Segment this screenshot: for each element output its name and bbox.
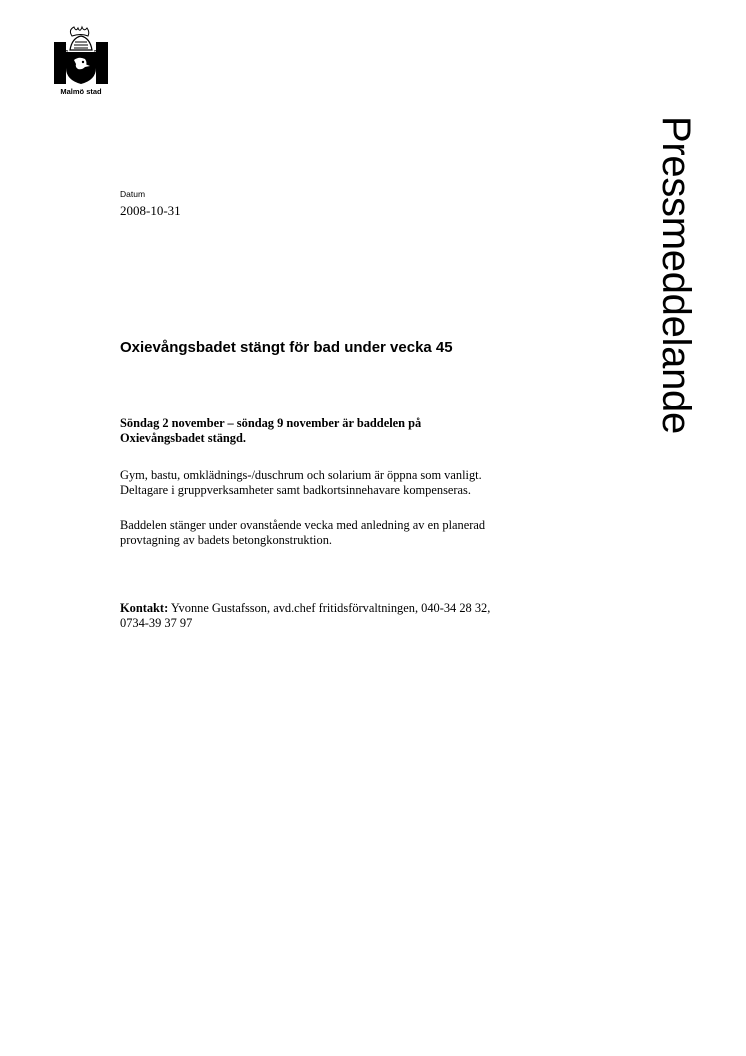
paragraph-reason-line-2: provtagning av badets betongkonstruktion. <box>120 533 332 547</box>
logo-caption: Malmö stad <box>60 87 102 96</box>
lead-paragraph <box>120 416 565 446</box>
date-value: 2008-10-31 <box>120 203 181 218</box>
contact-details: Yvonne Gustafsson, avd.chef fritidsförvaltningen, 040-34 28 32, <box>168 601 491 615</box>
contact-paragraph <box>120 601 565 631</box>
contact-phone: 0734-39 37 97 <box>120 616 193 630</box>
paragraph-reason <box>120 518 565 548</box>
contact-line-1 <box>120 601 565 616</box>
document-type-title: Pressmeddelande <box>654 116 698 434</box>
malmo-coat-of-arms-icon <box>52 24 110 86</box>
paragraph-reason-line-1: Baddelen stänger under ovanstående vecka med anledning av en planerad <box>120 518 486 532</box>
paragraph-facilities-line-1: Gym, bastu, omklädnings-/duschrum och solarium är öppna som vanligt. <box>120 468 482 482</box>
date-label: Datum <box>120 189 146 199</box>
lead-line-2: Oxievångsbadet stängd. <box>120 431 246 445</box>
paragraph-facilities <box>120 468 565 498</box>
headline: Oxievångsbadet stängt för bad under vecka 45 <box>120 339 453 356</box>
malmo-stad-logo <box>52 24 110 98</box>
contact-label: Kontakt: <box>120 601 169 615</box>
paragraph-facilities-line-2: Deltagare i gruppverksamheter samt badkortsinnehavare kompenseras. <box>120 483 471 497</box>
lead-line-1: Söndag 2 november – söndag 9 november är baddelen på <box>120 416 422 430</box>
